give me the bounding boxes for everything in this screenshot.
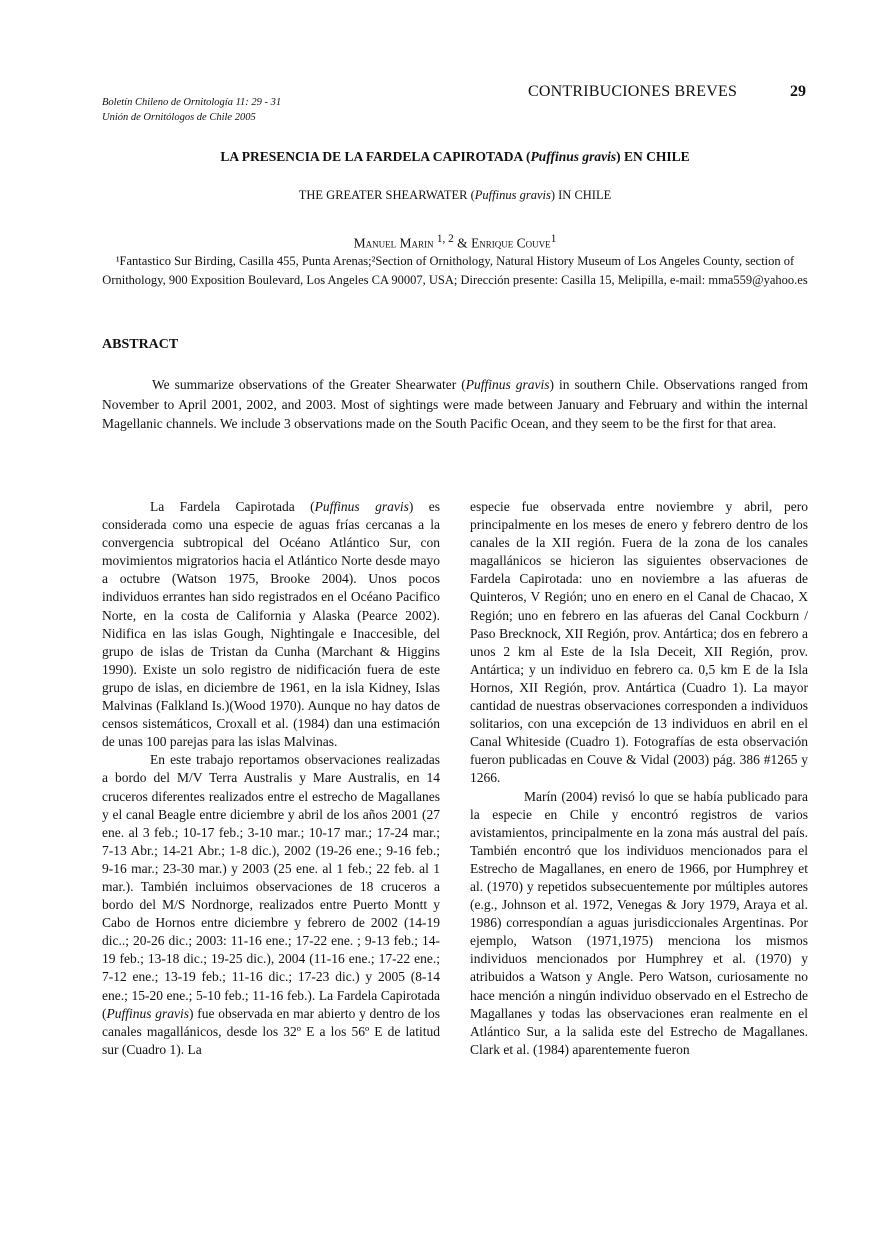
body-paragraph	[102, 751, 440, 1059]
abstract-pre: We summarize observations of the Greater Shearwater (	[152, 377, 466, 392]
page-number: 29	[790, 83, 806, 100]
subtitle-pre: THE GREATER SHEARWATER (	[298, 188, 475, 202]
affiliation: ¹Fantastico Sur Birding, Casilla 455, Punta Arenas;²Section of Ornithology, Natural History Museum of Los Angeles County, section of Ornithology, 900 Exposition Boulevard, Los Angeles CA 90007, USA; Dirección presente: Casilla 15, Melipilla, e-mail: mma559@yahoo.es	[102, 254, 808, 287]
body-left-column	[102, 498, 440, 1059]
species-name: Puffinus gravis	[314, 499, 409, 514]
title-post: ) EN CHILE	[616, 149, 690, 164]
journal-line-2: Unión de Ornitólogos de Chile 2005	[102, 112, 256, 123]
subtitle-species: Puffinus gravis	[474, 188, 551, 202]
author-1: Manuel Marin	[353, 235, 434, 251]
body-paragraph: Marín (2004) revisó lo que se había publicado para la especie en Chile y encontró registros de varios avistamientos, principalmente en la zona más austral del país. También encontró que los individuos mencionados para el Estrecho de Magallanes, en enero de 1966, por Humphrey et al. (1970) y repetidos subsecuentemente por múltiples autores (e.g., Johnson et al. 1972, Venegas & Jory 1979, Araya et al. 1986) correspondían a aguas jurisdiccionales Argentinas. Por ejemplo, Watson (1971,1975) menciona los mismos individuos mencionados por Humphrey et al. (1970) y atribuidos a Watson y Angle. Pero Watson, curiosamente no hace mención a ningún individuo observado en el Estrecho de Magallanes y todas las observaciones eran realmente en el Atlántico Sur, a la salida este del Estrecho de Magallanes. Clark et al. (1984) aparentemente fueron	[470, 788, 808, 1057]
author-2-affil: 1	[550, 233, 557, 245]
article-title	[102, 149, 808, 165]
abstract-species: Puffinus gravis	[465, 377, 550, 392]
title-species: Puffinus gravis	[530, 149, 617, 164]
abstract-heading: ABSTRACT	[102, 337, 179, 352]
article-subtitle	[102, 188, 808, 203]
body-text: La Fardela Capirotada (	[150, 499, 315, 514]
body-text: En este trabajo reportamos observaciones realizadas a bordo del M/V Terra Australis y Mare Australis, en 14 cruceros diferentes realizados entre el estrecho de Magallanes y el canal Beagle entre diciembre y abril de los años 2001 (27 ene. al 3 feb.; 10-17 feb.; 3-10 mar.; 10-17 mar.; 17-24 mar.; 7-13 Abr.; 14-21 Abr.; 1-8 dic.), 2002 (19-26 ene.; 9-16 feb.; 9-16 mar.; 23-30 mar.) y 2003 (25 ene. al 1 feb.; 22 feb. al 1 mar.). También incluimos observaciones de 18 cruceros a bordo del M/S Nordnorge, realizados entre Puerto Montt y Cabo de Hornos entre diciembre y febrero de 2002 (14-19 dic..; 20-26 dic.; 2003: 11-16 ene.; 17-22 ene. ; 9-13 feb.; 14-19 feb.; 13-18 dic.; 19-25 dic.), 2004 (11-16 ene.; 17-22 ene.; 7-12 ene.; 13-19 feb.; 11-16 dic.; 17-23 dic.) y 2005 (8-14 ene.; 15-20 ene.; 5-10 feb.; 11-16 feb.). La Fardela Capirotada (	[102, 752, 440, 1021]
subtitle-post: ) IN CHILE	[550, 188, 612, 202]
abstract-text	[102, 375, 808, 434]
body-paragraph: especie fue observada entre noviembre y abril, pero principalmente en los meses de enero y febrero dentro de los canales de la XII región. Fuera de la zona de los canales magallánicos se hicieron las siguientes observaciones de Fardela Capirotada: uno en noviembre a las afueras de Quinteros, V Región; uno en enero en el Canal de Chacao, X Región; uno en febrero en las afueras del Canal Cockburn / Paso Brecknock, XII Región, prov. Antártica; dos en febrero a unos 2 km al Este de la Isla Deceit, XII Región, prov. Antártica; y un individuo en febrero ca. 0,5 km E de la Isla Hornos, XII Región, prov. Antártica (Cuadro 1). La mayor cantidad de nuestras observaciones corresponden a individuos solitarios, con una excepción de 13 individuos en abril en el Canal Whiteside (Cuadro 1). Fotografías de esta observación fueron publicadas en Couve & Vidal (2003) pág. 386 #1265 y 1266.	[470, 499, 808, 786]
title-pre: LA PRESENCIA DE LA FARDELA CAPIROTADA (	[220, 149, 531, 164]
author-1-affil: 1, 2	[436, 233, 454, 245]
author-2: Enrique Couve	[471, 235, 551, 251]
body-text: ) es considerada como una especie de aguas frías cercanas a la convergencia subtropical del Océano Atlántico Sur, con movimientos migratorios hacia el Atlántico Norte desde mayo a octubre (Watson 1975, Brooke 2004). Unos pocos individuos errantes han sido registrados en el Océano Pacifico Norte, en la costa de California y Alaska (Pearce 2002). Nidifica en las islas Gough, Nightingale e Inaccesible, del grupo de islas de Tristan da Cunha (Marchant & Higgins 1990). Existe un solo registro de nidificación fuera de este grupo de islas, en diciembre de 1961, en la isla Kidney, Islas Malvinas (Falkland Is.)(Wood 1970). Aunque no hay datos de censos sistemáticos, Croxall et al. (1984) dan una estimación de unas 100 parejas para las islas Malvinas.	[102, 499, 440, 750]
species-name: Puffinus gravis	[106, 1005, 189, 1021]
journal-line-1: Boletín Chileno de Ornitología 11: 29 - 31	[102, 97, 282, 108]
body-text: ) fue observada en mar abierto y dentro de los canales magallánicos, desde los 32º E a los 56º E de latitud sur (Cuadro 1). La	[102, 1005, 440, 1057]
body-right-column	[470, 498, 808, 1059]
journal-citation	[102, 95, 281, 125]
authors	[102, 233, 808, 252]
body-paragraph	[102, 498, 440, 751]
section-header: CONTRIBUCIONES BREVES	[528, 83, 738, 100]
author-separator: &	[453, 235, 472, 251]
abstract-post: ) in southern Chile. Observations ranged from November to April 2001, 2002, and 2003. Most of sightings were made between January and February and within the internal Magellanic channels. We include 3 observations made on the South Pacific Ocean, and they seem to be the first for that area.	[102, 377, 808, 431]
